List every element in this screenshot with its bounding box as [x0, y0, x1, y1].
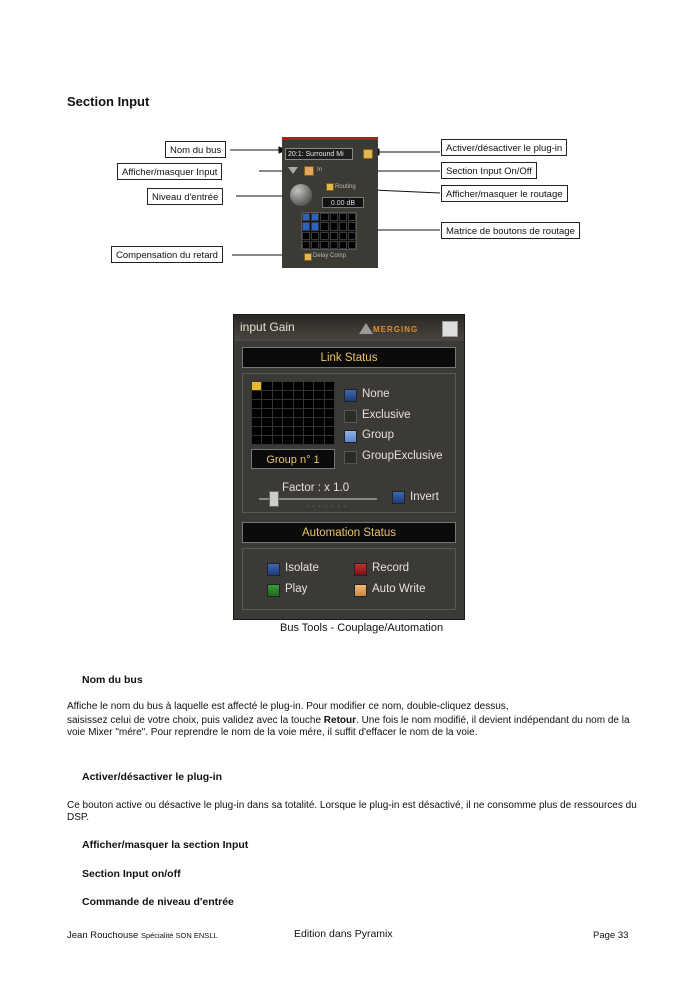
routing-toggle-button[interactable] — [326, 183, 334, 191]
footer-center: Edition dans Pyramix — [294, 928, 393, 940]
factor-label: Factor : x 1.0 — [282, 482, 350, 494]
routing-label: Routing — [335, 184, 356, 190]
none-radio[interactable] — [344, 389, 357, 402]
automation-status-header: Automation Status — [242, 522, 456, 543]
isolate-label: Isolate — [285, 562, 319, 574]
panel-close-button[interactable] — [442, 321, 458, 337]
footer-author: Jean Rouchouse Spécialité SON ENSLL — [67, 930, 218, 941]
group-radio[interactable] — [344, 430, 357, 443]
paragraph-bus-name-2: saisissez celui de votre choix, puis validez avec la touche Retour. Une fois le nom modifié, il devient indépendant du nom de la voie Mixer "mére". Pour reprendre le nom de la voie mére, il suffit d'effacer le nom de la voie. — [67, 715, 630, 738]
logo-triangle-icon — [359, 323, 373, 334]
callout-routing-matrix: Matrice de boutons de routage — [441, 222, 580, 239]
record-button[interactable] — [354, 563, 367, 576]
input-gain-panel — [233, 314, 465, 620]
callout-routing-toggle: Afficher/masquer le routage — [441, 185, 568, 202]
record-label: Record — [372, 562, 410, 574]
mixer-strip — [282, 137, 378, 268]
paragraph-plugin-toggle: Ce bouton active ou désactive le plug-in dans sa totalité. Lorsque le plug-in est désactivé, il ne consomme plus de ressources du DSP. — [67, 800, 637, 823]
panel-title: input Gain — [240, 320, 295, 334]
panel-titlebar — [234, 315, 464, 341]
automation-box — [242, 548, 456, 610]
retour-key: Retour — [323, 715, 357, 726]
input-on-off-button[interactable] — [304, 166, 314, 176]
group-label: Group — [362, 429, 394, 441]
factor-slider-handle[interactable] — [269, 491, 279, 507]
factor-slider-ticks: ······· — [306, 503, 351, 510]
section-title: Section Input — [67, 94, 150, 109]
paragraph-bus-name-1: Affiche le nom du bus à laquelle est affecté le plug-in. Pour modifier ce nom, double-cliquez dessus, — [67, 701, 509, 712]
in-label: In — [317, 167, 323, 173]
group-number-field[interactable]: Group n° 1 — [251, 449, 335, 469]
callout-input-on-off: Section Input On/Off — [441, 162, 537, 179]
callout-plugin-toggle: Activer/désactiver le plug-in — [441, 139, 567, 156]
group-exclusive-label: GroupExclusive — [362, 450, 443, 462]
level-readout: 0.00 dB — [322, 197, 364, 208]
plugin-toggle-button[interactable] — [363, 149, 373, 159]
callout-delay-comp: Compensation du retard — [111, 246, 223, 263]
link-matrix[interactable] — [251, 381, 335, 445]
heading-input-on-off: Section Input on/off — [82, 868, 181, 880]
delay-comp-button[interactable] — [304, 253, 312, 261]
figure-caption: Bus Tools - Couplage/Automation — [280, 622, 444, 634]
link-status-header: Link Status — [242, 347, 456, 368]
invert-label: Invert — [410, 491, 439, 503]
invert-checkbox[interactable] — [392, 491, 405, 504]
merging-logo: MERGING — [359, 323, 439, 335]
delay-comp-label: Delay Comp — [313, 253, 347, 259]
exclusive-label: Exclusive — [362, 409, 411, 421]
input-level-knob[interactable] — [290, 184, 312, 206]
play-label: Play — [285, 583, 308, 595]
bus-name-field[interactable]: 20:1: Surround Mi — [285, 148, 353, 160]
callout-toggle-input: Afficher/masquer Input — [117, 163, 222, 180]
footer-page: Page 33 — [593, 930, 629, 941]
heading-input-toggle: Afficher/masquer la section Input — [82, 839, 249, 851]
auto-write-button[interactable] — [354, 584, 367, 597]
routing-matrix[interactable] — [301, 212, 357, 250]
isolate-button[interactable] — [267, 563, 280, 576]
callout-bus-name: Nom du bus — [165, 141, 226, 158]
none-label: None — [362, 388, 390, 400]
heading-level-control: Commande de niveau d'entrée — [82, 896, 234, 908]
play-button[interactable] — [267, 584, 280, 597]
callout-input-level: Niveau d'entrée — [147, 188, 223, 205]
heading-plugin-toggle: Activer/désactiver le plug-in — [82, 771, 223, 783]
auto-write-label: Auto Write — [372, 583, 426, 595]
exclusive-radio[interactable] — [344, 410, 357, 423]
expand-triangle-icon[interactable] — [288, 167, 298, 174]
heading-bus-name: Nom du bus — [82, 674, 143, 686]
group-exclusive-radio[interactable] — [344, 451, 357, 464]
